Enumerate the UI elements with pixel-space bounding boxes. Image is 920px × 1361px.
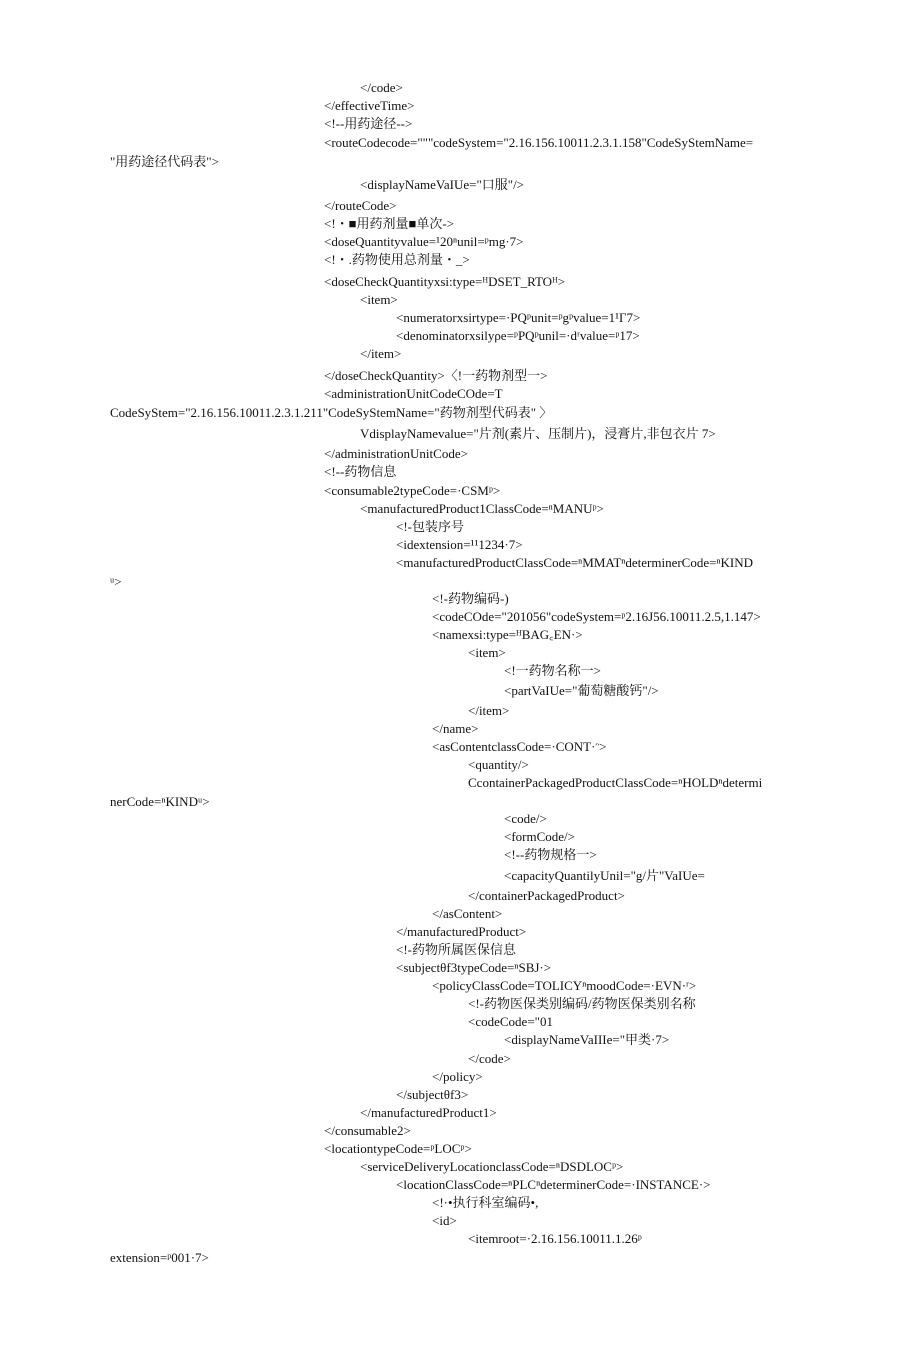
xml-line: <locationtypeCode=ᵖLOCᵖ> [324,1141,472,1156]
xml-line-continuation: extension=ᵖ001·7> [110,1250,209,1265]
xml-comment-line: <!-药物医保类别编码/药物医保类别名称 [468,996,696,1011]
xml-line: </code> [360,80,403,95]
xml-line: <manufacturedProduct1ClassCode=ⁿMANUᵖ> [360,501,604,516]
xml-line: </containerPackagedProduct> [468,888,625,903]
xml-line: <codeCode="01 [468,1014,553,1029]
xml-line: </manufacturedProduct1> [360,1105,497,1120]
xml-comment-line: <!--药物规格一> [504,847,597,862]
xml-line: <subjectθf3typeCode=ⁿSBJ·> [396,960,552,975]
xml-line: </consumable2> [324,1123,411,1138]
xml-line: <partVaIUe="葡萄糖酸钙"/> [504,683,659,698]
xml-line-continuation: "用药途径代码表"> [110,154,219,169]
xml-comment-line: <!--药物信息 [324,464,397,479]
xml-line: <routeCodecode="""codeSystem="2.16.156.10011.2.3.1.158"CodeSyStemName= [324,135,754,150]
xml-line: </effectiveTime> [324,98,415,113]
xml-line: <consumable2typeCode=·CSMᵖ> [324,483,501,498]
xml-line: <numeratorxsirtype=·PQᵖunit=ᵖgᵖvalue=1¹Γ7> [396,310,641,325]
xml-line: <administrationUnitCodeCOde=T [324,386,503,401]
xml-comment-line: <!・.药物使用总剂量・_> [324,252,470,267]
xml-line: <namexsi:type=ᴴBAG꜀EN·> [432,627,583,642]
xml-line-continuation: nerCode=ⁿKINDᵘ> [110,794,210,809]
xml-comment-line: <!--用药途径--> [324,116,413,131]
xml-comment-line: <!一药物名称一> [504,663,601,678]
xml-line: <manufacturedProductClassCode=ⁿMMATⁿdeterminerCode=ⁿKIND [396,555,754,570]
xml-line: <code/> [504,811,547,826]
xml-line: <idextension=¹¹1234·7> [396,537,523,552]
xml-line: <codeCOde="201056"codeSystem=ᵖ2.16J56.10011.2.5,1.147> [432,609,761,624]
xml-line-continuation: CodeSyStem="2.16.156.10011.2.3.1.211"CodeSyStemName="药物剂型代码表" 〉 [110,405,553,420]
xml-line-continuation: ᵘ> [110,574,122,589]
xml-line: </routeCode> [324,198,397,213]
xml-comment-line: <!-药物编码-) [432,591,509,606]
xml-line: </code> [468,1051,511,1066]
xml-line: <item> [360,292,398,307]
xml-comment-line: <!-药物所属医保信息 [396,942,516,957]
xml-line: <formCode/> [504,829,575,844]
xml-line: <policyClassCode=TOLICYⁿmoodCode=·EVN·ʳ> [432,978,697,993]
xml-line: VdisplayNamevalue="片剂(素片、压制片)，浸膏片,非包衣片 7> [360,426,716,441]
xml-comment-line: <!・■用药剂量■单次-> [324,216,455,231]
xml-line: </doseCheckQuantity>〈!一药物剂型一> [324,368,548,383]
xml-line: </manufacturedProduct> [396,924,527,939]
xml-comment-line: <!-包装序号 [396,519,464,534]
xml-line: </policy> [432,1069,483,1084]
xml-line: <id> [432,1213,457,1228]
xml-line: <displayNameVaIUe="口服"/> [360,177,525,192]
xml-line: <displayNameVaIIIe="甲类·7> [504,1032,670,1047]
xml-line: <quantity/> [468,757,529,772]
xml-line: <itemroot=·2.16.156.10011.1.26ᵖ [468,1231,642,1246]
xml-line: </administrationUnitCode> [324,446,468,461]
xml-line: <serviceDeliveryLocationclassCode=ⁿDSDLOCᵖ> [360,1159,624,1174]
xml-comment-line: <!·•执行科室编码•, [432,1195,539,1210]
xml-line: <item> [468,645,506,660]
xml-line: <locationClassCode=ⁿPLCⁿdeterminerCode=·INSTANCE·> [396,1177,711,1192]
xml-line: </item> [360,346,402,361]
xml-line: <denominatorxsilyρe=ᵖPQᵖunil=·dʳvalue=ᵖ17> [396,328,640,343]
xml-line: <doseQuantityvalue=¹20ⁿunil=ᵖmg·7> [324,234,524,249]
xml-line: <doseCheckQuantityxsi:type=ᴴDSET_RTOᴴ> [324,274,566,289]
xml-line: <capacityQuantilyUnil="g/片"VaIUe= [504,868,705,883]
xml-line: </asContent> [432,906,503,921]
xml-line: </subjectθf3> [396,1087,469,1102]
xml-line: <asContentclassCode=·CONT·ᵔ> [432,739,607,754]
xml-line: </name> [432,721,479,736]
xml-line: </item> [468,703,510,718]
xml-line: CcontainerPackagedProductClassCode=ⁿHOLDⁿdetermi [468,775,763,790]
